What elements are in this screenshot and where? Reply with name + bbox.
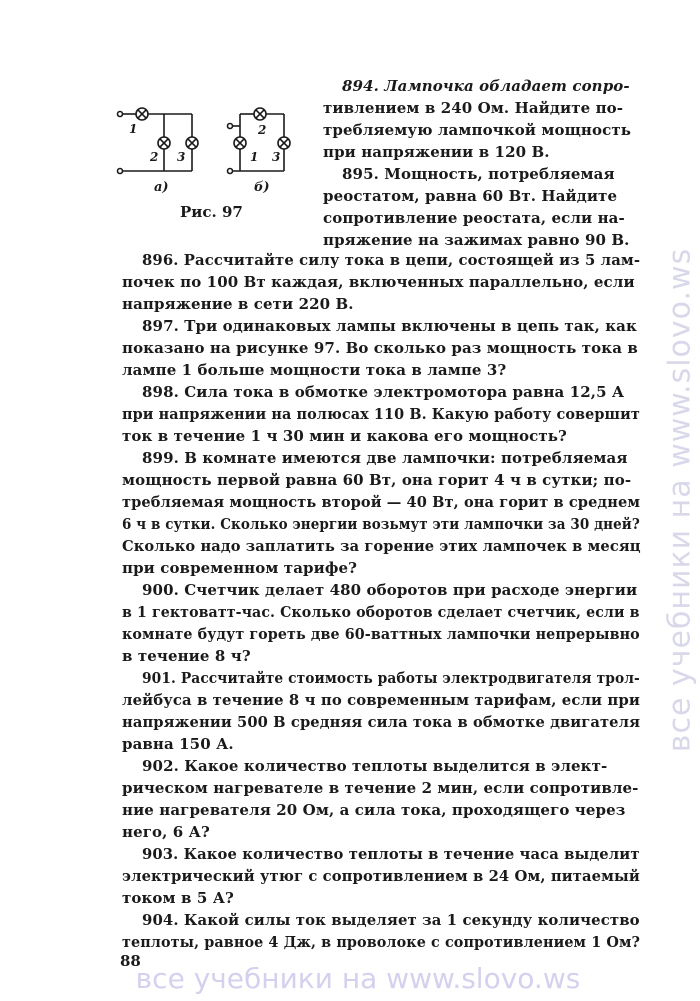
text-line: него, 6 А? [122, 823, 210, 841]
text-line: напряжении 500 В средняя сила тока в обмотке двигателя [122, 713, 641, 731]
lamp-label: 1 [250, 150, 259, 164]
text-line: при напряжении на полюсах 110 В. Какую работу совершит [122, 405, 640, 423]
text-line: 895. Мощность, потребляемая [342, 165, 615, 183]
text-line: лампе 1 больше мощности тока в лампе 3? [122, 361, 507, 379]
text-line: 6 ч в сутки. Сколько энергии возьмут эти лампочки за 30 дней? [122, 515, 640, 533]
text-line: 899. В комнате имеются две лампочки: потребляемая [142, 449, 628, 467]
lamp-label: 3 [272, 150, 281, 164]
lamp-label: 2 [150, 150, 159, 164]
text-line: при напряжении в 120 В. [323, 143, 550, 161]
lamp-label: 1 [129, 122, 138, 136]
text-line: требляемая мощность второй — 40 Вт, она горит в среднем [122, 493, 641, 511]
text-line: тивлением в 240 Ом. Найдите по- [323, 99, 624, 117]
text-line: 901. Рассчитайте стоимость работы электродвигателя трол- [142, 669, 640, 687]
lamp-label: 3 [177, 150, 186, 164]
text-line: сопротивление реостата, если на- [323, 209, 625, 227]
text-line: в течение 8 ч? [122, 647, 251, 665]
text-line: 902. Какое количество теплоты выделится в элект- [142, 757, 608, 775]
text-line: 894. Лампочка обладает сопро- [342, 77, 630, 95]
text-line: при современном тарифе? [122, 559, 357, 577]
text-line: теплоты, равное 4 Дж, в проволоке с сопротивлением 1 Ом? [122, 933, 641, 951]
text-line: показано на рисунке 97. Во сколько раз мощность тока в [122, 339, 638, 357]
watermark-vertical: все учебники на www.slovo.ws [662, 247, 698, 753]
text-line: током в 5 А? [122, 889, 234, 907]
text-line: лейбуса в течение 8 ч по современным тарифам, если при [122, 691, 641, 709]
text-line: Сколько надо заплатить за горение этих лампочек в месяц [122, 537, 641, 555]
text-line: электрический утюг с сопротивлением в 24 Ом, питаемый [122, 867, 640, 885]
text-line: мощность первой равна 60 Вт, она горит 4 ч в сутки; по- [122, 471, 632, 489]
text-line: 896. Рассчитайте силу тока в цепи, состоящей из 5 лам- [142, 251, 641, 269]
text-line: в 1 гектоватт-час. Сколько оборотов сделает счетчик, если в [122, 603, 640, 621]
text-line: напряжение в сети 220 В. [122, 295, 354, 313]
text-line: требляемую лампочкой мощность [323, 121, 631, 139]
watermark-bottom: все учебники на www.slovo.ws [135, 962, 581, 995]
text-line: ние нагревателя 20 Ом, а сила тока, проходящего через [122, 801, 626, 819]
text-line: равна 150 А. [122, 735, 234, 753]
text-line: 900. Счетчик делает 480 оборотов при расходе энергии [142, 581, 638, 599]
text-line: рическом нагревателе в течение 2 мин, если сопротивле- [122, 779, 639, 797]
subfigure-b-label: б) [254, 180, 270, 195]
figure-caption: Рис. 97 [180, 203, 243, 221]
text-line: пряжение на зажимах равно 90 В. [323, 231, 630, 249]
text-line: почек по 100 Вт каждая, включенных параллельно, если [122, 273, 635, 291]
text-line: 897. Три одинаковых лампы включены в цепь так, как [142, 317, 637, 335]
circuit-diagrams [112, 96, 317, 196]
text-line: 898. Сила тока в обмотке электромотора равна 12,5 А [142, 383, 625, 401]
subfigure-a-label: а) [154, 180, 169, 195]
text-line: 903. Какое количество теплоты в течение часа выделит [142, 845, 640, 863]
lamp-label: 2 [258, 123, 267, 137]
text-line: комнате будут гореть две 60-ваттных лампочки непрерывно [122, 625, 640, 643]
text-line: реостатом, равна 60 Вт. Найдите [323, 187, 618, 205]
text-line: 904. Какой силы ток выделяет за 1 секунду количество [142, 911, 640, 929]
page-number: 88 [120, 952, 141, 970]
text-line: ток в течение 1 ч 30 мин и какова его мощность? [122, 427, 567, 445]
circuit-figure [112, 96, 317, 226]
